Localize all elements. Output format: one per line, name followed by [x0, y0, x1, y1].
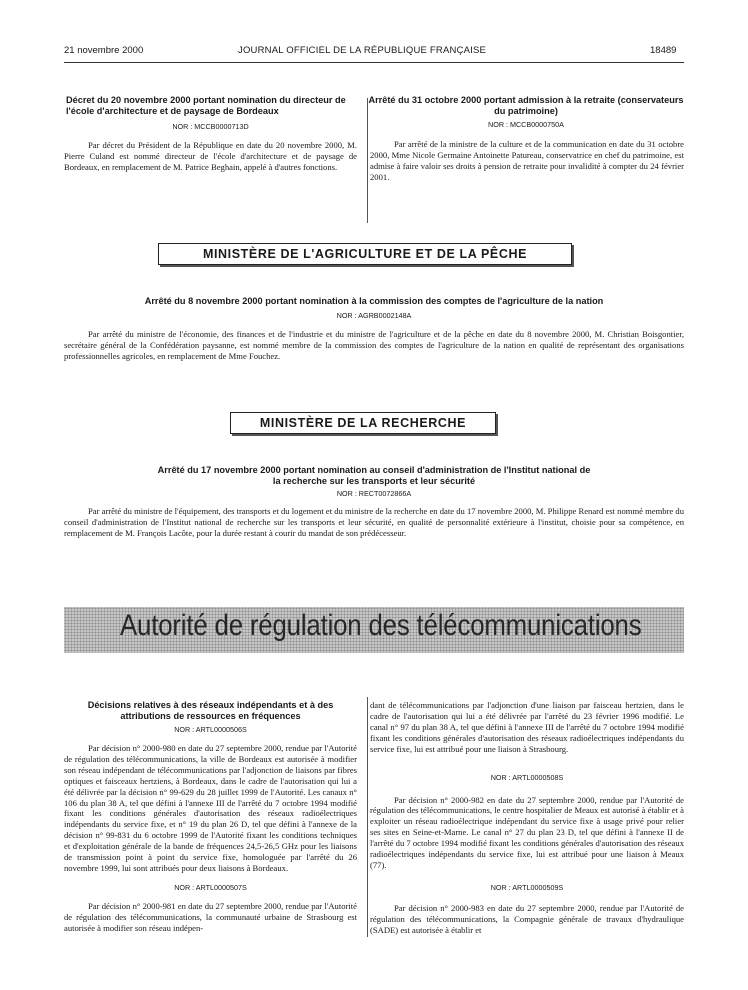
- telecom-nor-506: NOR : ARTL0000506S: [174, 725, 247, 734]
- telecom-nor-507: NOR : ARTL0000507S: [174, 882, 247, 892]
- ministry-recherche-heading: MINISTÈRE DE LA RECHERCHE: [230, 412, 496, 434]
- decree-nor: NOR : MCCB0000713D: [172, 122, 249, 131]
- telecom-decision-981-continued: dant de télécommunications par l'adjonction d'une liaison par faisceau hertzien, dans le cadre de l'autorisation qui lui a été délivrée par l'arrêté du 23 février 1996 modifié. Le canal n° 97 du plan 38 A, tel que défini à l'annexe III de l'arrêté du 7 octobre 1994 modifié fixant les conditions générales d'autorisation des réseaux radioélectriques indépendants du service fixe, lui est attribué pour une liaison à Strasbourg.: [370, 700, 684, 754]
- telecom-right-column: [370, 700, 684, 936]
- arrete-commission-title: Arrêté du 8 novembre 2000 portant nomination à la commission des comptes de l'agriculture de la nation: [144, 296, 604, 306]
- arrete-conseil-nor: NOR : RECT0072866A: [336, 489, 412, 498]
- telecom-decision-983: Par décision n° 2000-983 en date du 27 septembre 2000, rendue par l'Autorité de régulation des télécommunications, la Compagnie générale de travaux d'hydraulique (SADE) est autorisée à établir et: [370, 902, 684, 935]
- arrete-conseil-title: Arrêté du 17 novembre 2000 portant nomination au conseil d'administration de l'Institut national de la recherche sur les transports et leur sécurité: [157, 465, 591, 486]
- arrete-retraite-title: Arrêté du 31 octobre 2000 portant admission à la retraite (conservateurs du patrimoine): [368, 95, 684, 116]
- telecom-left-column: [64, 700, 357, 934]
- column-divider-bottom: [367, 697, 368, 937]
- autorite-telecom-banner: [64, 607, 684, 653]
- decree-title: Décret du 20 novembre 2000 portant nomination du directeur de l'école d'architecture et de paysage de Bordeaux: [66, 95, 346, 116]
- telecom-decision-981: Par décision n° 2000-981 en date du 27 septembre 2000, rendue par l'Autorité de régulation des télécommunications, la communauté urbaine de Strasbourg est autorisée à modifier son réseau indépen-: [64, 900, 357, 933]
- arrete-retraite-conservateurs: [368, 95, 684, 183]
- telecom-decision-982: Par décision n° 2000-982 en date du 27 septembre 2000, rendue par l'Autorité de régulation des télécommunications, le centre hospitalier de Meaux est autorisé à établir et à exploiter un réseau radioélectrique indépendant du service fixe à usage privé pour relier ses sites en Seine-et-Marne. Le canal n° 27 du plan 23 D, tel que défini à l'annexe II de l'arrêté du 7 octobre 1994 modifié fixant les conditions générales d'autorisation des réseaux radioélectriques indépendants du service fixe, lui est attribué pour une liaison à Meaux (77).: [370, 794, 684, 870]
- arrete-commission-body: Par arrêté du ministre de l'économie, des finances et de l'industrie et du ministre de l'agriculture et de la pêche en date du 8 novembre 2000, M. Christian Boisgontier, secrétaire général de la Confédération paysanne, est nommé membre de la commission des comptes de l'agriculture de la nation en qualité de représentant des organisations professionnelles agricoles, en remplacement de Mme Fouchez.: [64, 329, 684, 361]
- header-rule: [64, 62, 684, 63]
- arrete-retraite-body: Par arrêté de la ministre de la culture et de la communication en date du 31 octobre 2000, Mme Nicole Germaine Antoinette Patureau, conservatrice en chef du patrimoine, est admise à faire valoir ses droits à pension de retraite pour invalidité à compter du 24 février 2001.: [370, 139, 684, 182]
- telecom-nor-508: NOR : ARTL0000508S: [490, 772, 564, 782]
- header-journal-title: JOURNAL OFFICIEL DE LA RÉPUBLIQUE FRANÇAISE: [238, 45, 487, 56]
- arrete-retraite-nor: NOR : MCCB0000750A: [488, 120, 564, 129]
- ministry-agriculture-heading: MINISTÈRE DE L'AGRICULTURE ET DE LA PÊCHE: [158, 243, 572, 265]
- header-page-number: 18489: [650, 45, 677, 56]
- banner-title: Autorité de régulation des télécommunications: [120, 609, 642, 642]
- telecom-decisions-title: Décisions relatives à des réseaux indépendants et à des attributions de ressources en fréquences: [87, 700, 334, 721]
- arrete-conseil-administration: [64, 465, 684, 539]
- arrete-conseil-body: Par arrêté du ministre de l'équipement, des transports et du logement et du ministre de la recherche en date du 17 novembre 2000, M. Philippe Renard est nommé membre du conseil d'administration de l'Institut national de recherche sur les transports et leur sécurité, en qualité de personnalité extérieure à l'institut, choisie pour sa compétence, en remplacement de M. François Lacôte, pour la durée restant à courir du mandat de son prédécesseur.: [64, 506, 684, 538]
- telecom-decision-980: Par décision n° 2000-980 en date du 27 septembre 2000, rendue par l'Autorité de régulation des télécommunications, la ville de Bordeaux est autorisée à modifier son réseau indépendant de télécommunications par l'adjonction de liaisons par fibres optiques et faisceaux hertziens, à Bordeaux, dans le cadre de l'autorisation qui lui a été délivrée par la décision n° 99-629 du 28 juillet 1999 de l'Autorité. Les canaux n° 106 du plan 38 A, tel que défini à l'annexe III de l'arrêté du 7 octobre 1994 modifié fixant les conditions générales d'autorisation des réseaux radioélectriques indépendants du service fixe, et n° 19 du plan 26 D, tel que défini à l'annexe de la décision n° 99-831 du 6 octobre 1999 de l'Autorité fixant les conditions techniques et d'exploitation générale de la bande de fréquences 24,5-26,5 GHz pour les liaisons de transmission point à point du service fixe, homologuée par l'arrêté du 26 novembre 1999, lui sont attribués pour deux liaisons à Bordeaux.: [64, 743, 357, 873]
- telecom-nor-509: NOR : ARTL0000509S: [490, 882, 564, 892]
- decree-directeur-bordeaux: [64, 95, 357, 173]
- decree-body: Par décret du Président de la République en date du 20 novembre 2000, M. Pierre Culand est nommé directeur de l'école d'architecture et de paysage de Bordeaux, en remplacement de M. Patrice Beghain, appelé à d'autres fonctions.: [64, 140, 357, 172]
- arrete-commission-comptes: [64, 296, 684, 362]
- arrete-commission-nor: NOR : AGRB0002148A: [336, 311, 412, 320]
- header-date: 21 novembre 2000: [64, 45, 144, 56]
